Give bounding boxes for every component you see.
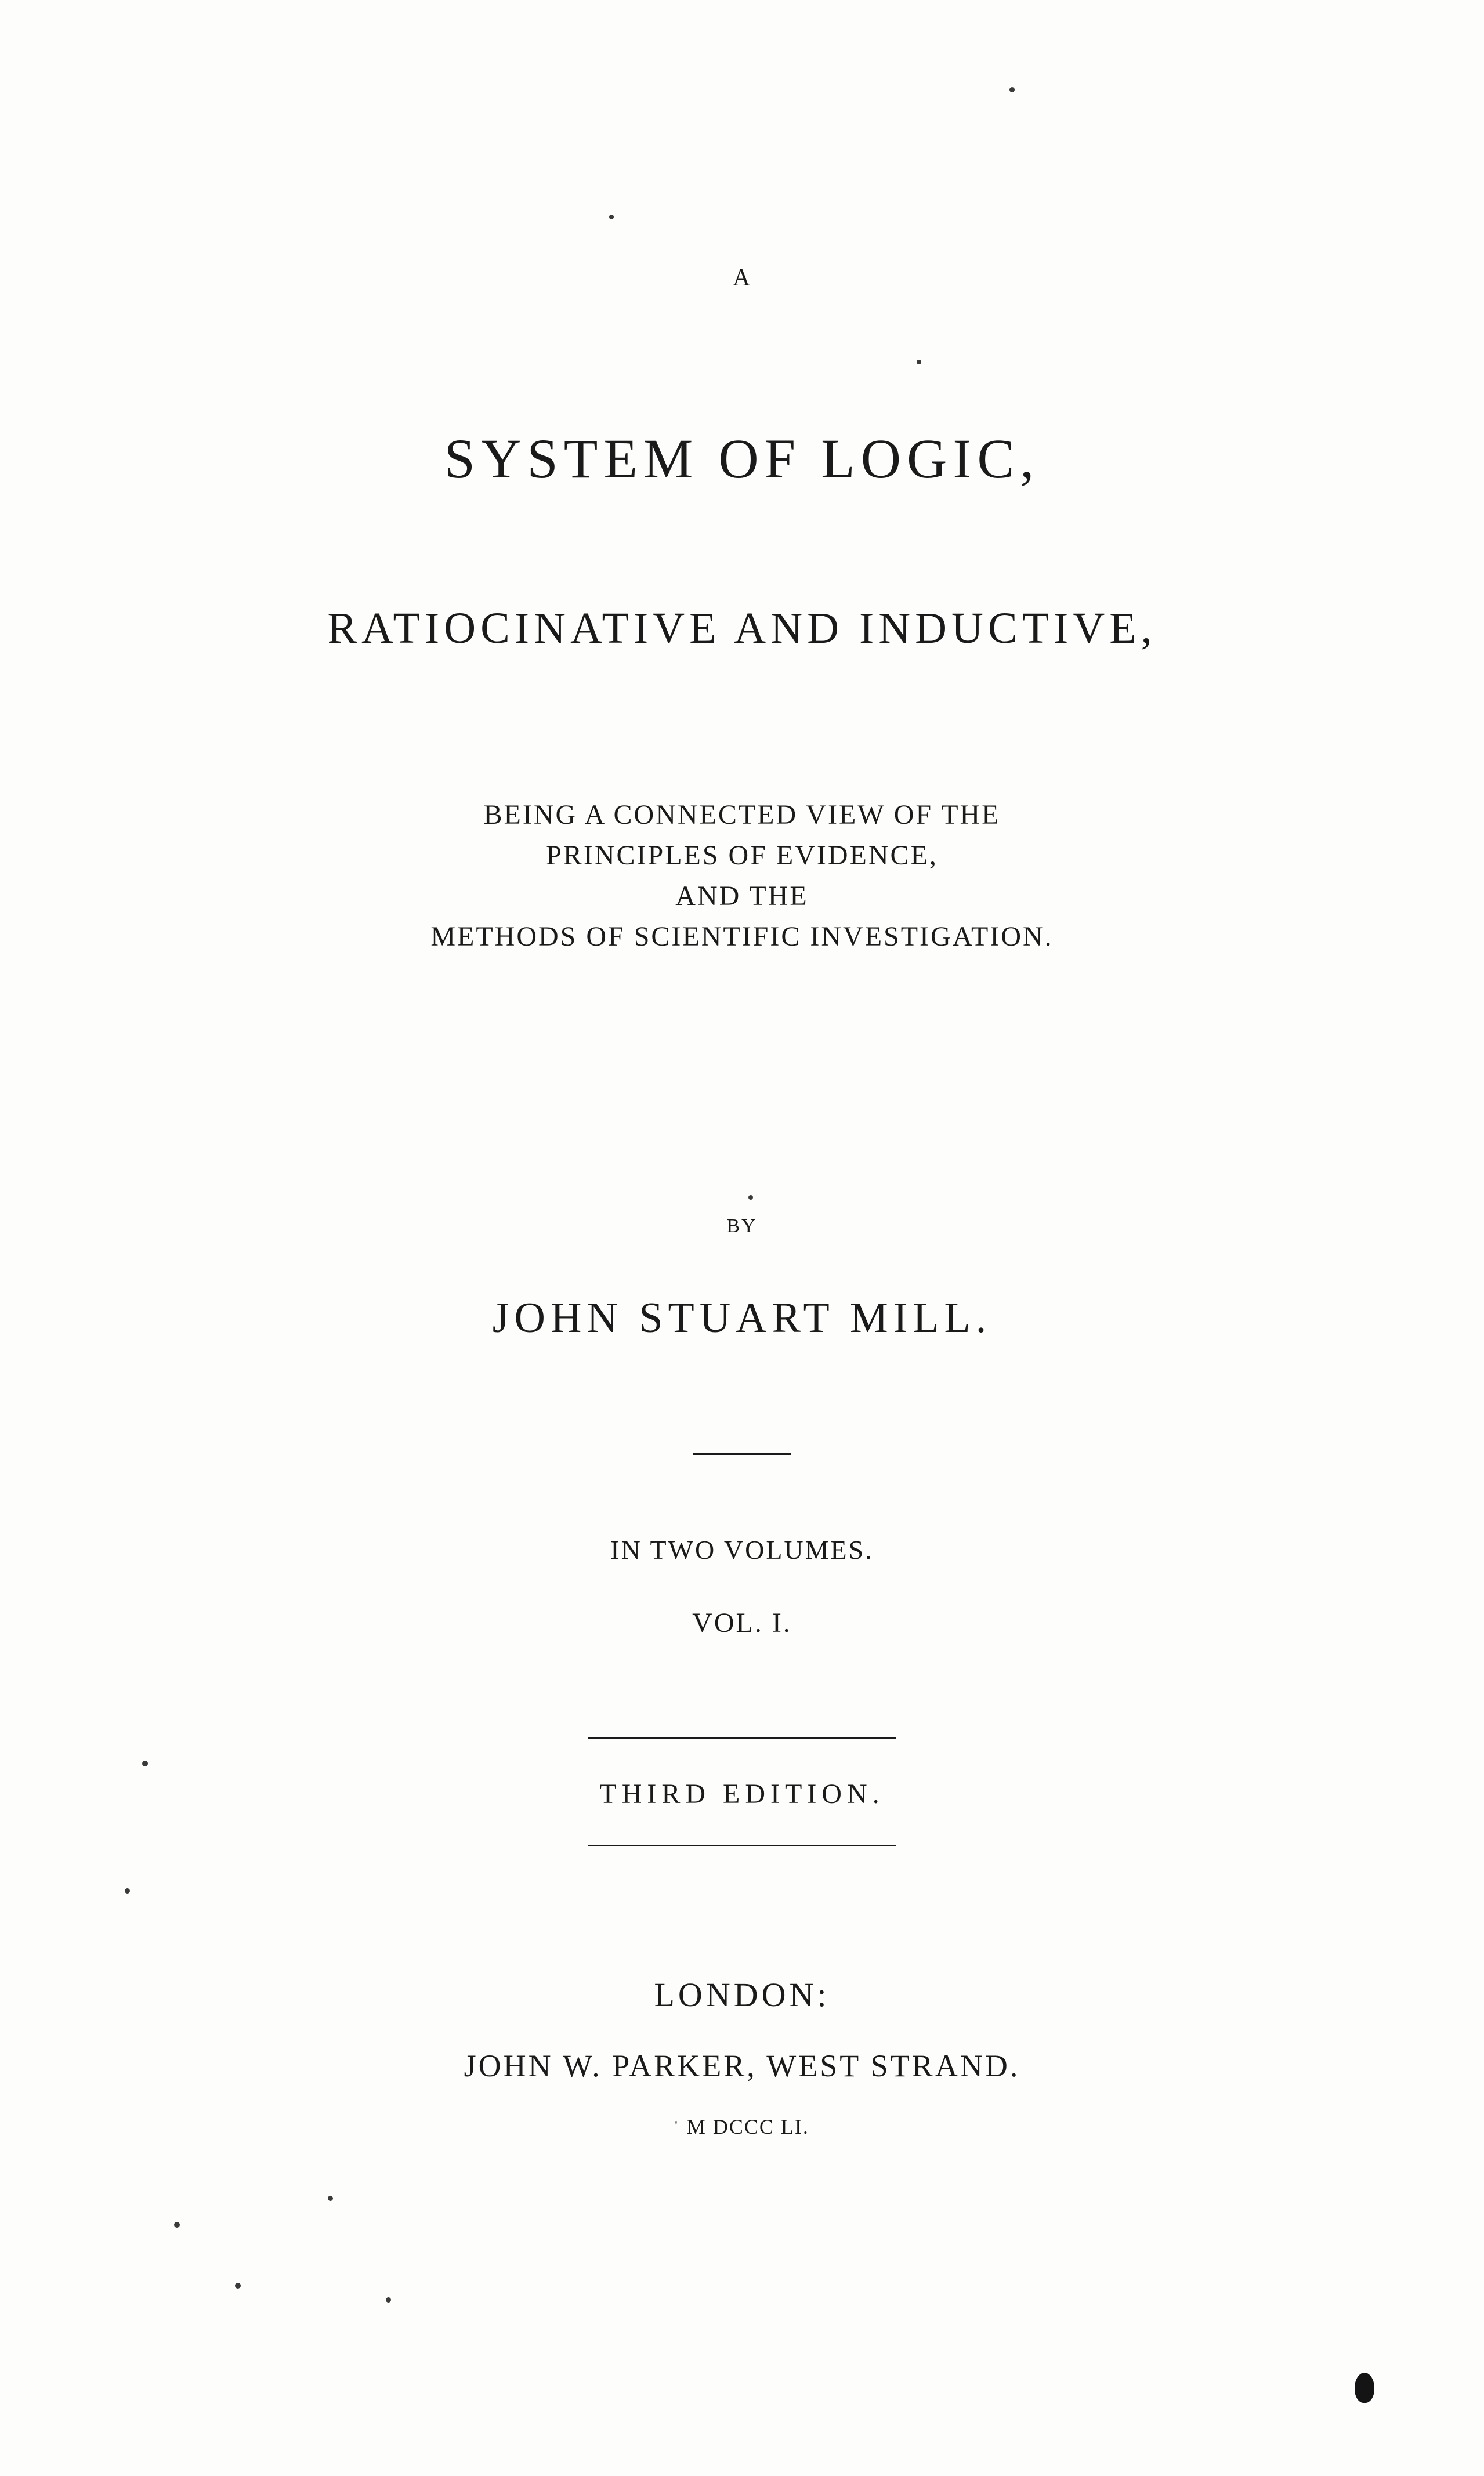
scan-speck [748, 1195, 753, 1200]
by-label: BY [726, 1215, 758, 1237]
scan-speck [917, 360, 921, 364]
page-subtitle: RATIOCINATIVE AND INDUCTIVE, [327, 604, 1157, 653]
subtitle-line: METHODS OF SCIENTIFIC INVESTIGATION. [430, 921, 1054, 953]
page-title: SYSTEM OF LOGIC, [444, 428, 1040, 490]
scan-speck [1009, 87, 1015, 92]
edition-statement: THIRD EDITION. [599, 1779, 885, 1809]
subtitle-block [0, 795, 1484, 957]
scan-speck [386, 2297, 391, 2303]
divider-rule-edition-top [588, 1737, 896, 1739]
stray-mark: ' [675, 2118, 679, 2135]
scan-speck [609, 215, 614, 219]
author-name: JOHN STUART MILL. [492, 1294, 992, 1342]
publication-city: LONDON: [654, 1976, 830, 2014]
subtitle-line: BEING A CONNECTED VIEW OF THE [483, 799, 1001, 830]
scan-speck [328, 2196, 333, 2201]
subtitle-line: AND THE [675, 881, 809, 912]
publication-year-text: M DCCC LI. [686, 2115, 809, 2138]
scan-speck [142, 1761, 148, 1766]
scan-speck [125, 1888, 130, 1894]
scan-speck [235, 2283, 241, 2289]
divider-rule-edition-bottom [588, 1845, 896, 1846]
article-a: A [732, 265, 752, 291]
subtitle-line: PRINCIPLES OF EVIDENCE, [546, 840, 938, 871]
ink-blob [1355, 2373, 1374, 2403]
volumes-statement: IN TWO VOLUMES. [610, 1535, 874, 1565]
publisher-name: JOHN W. PARKER, WEST STRAND. [464, 2048, 1020, 2083]
volume-number: VOL. I. [692, 1608, 792, 1638]
scan-speck [174, 2222, 180, 2228]
publication-year [0, 2115, 1484, 2139]
divider-rule-author [693, 1453, 791, 1455]
